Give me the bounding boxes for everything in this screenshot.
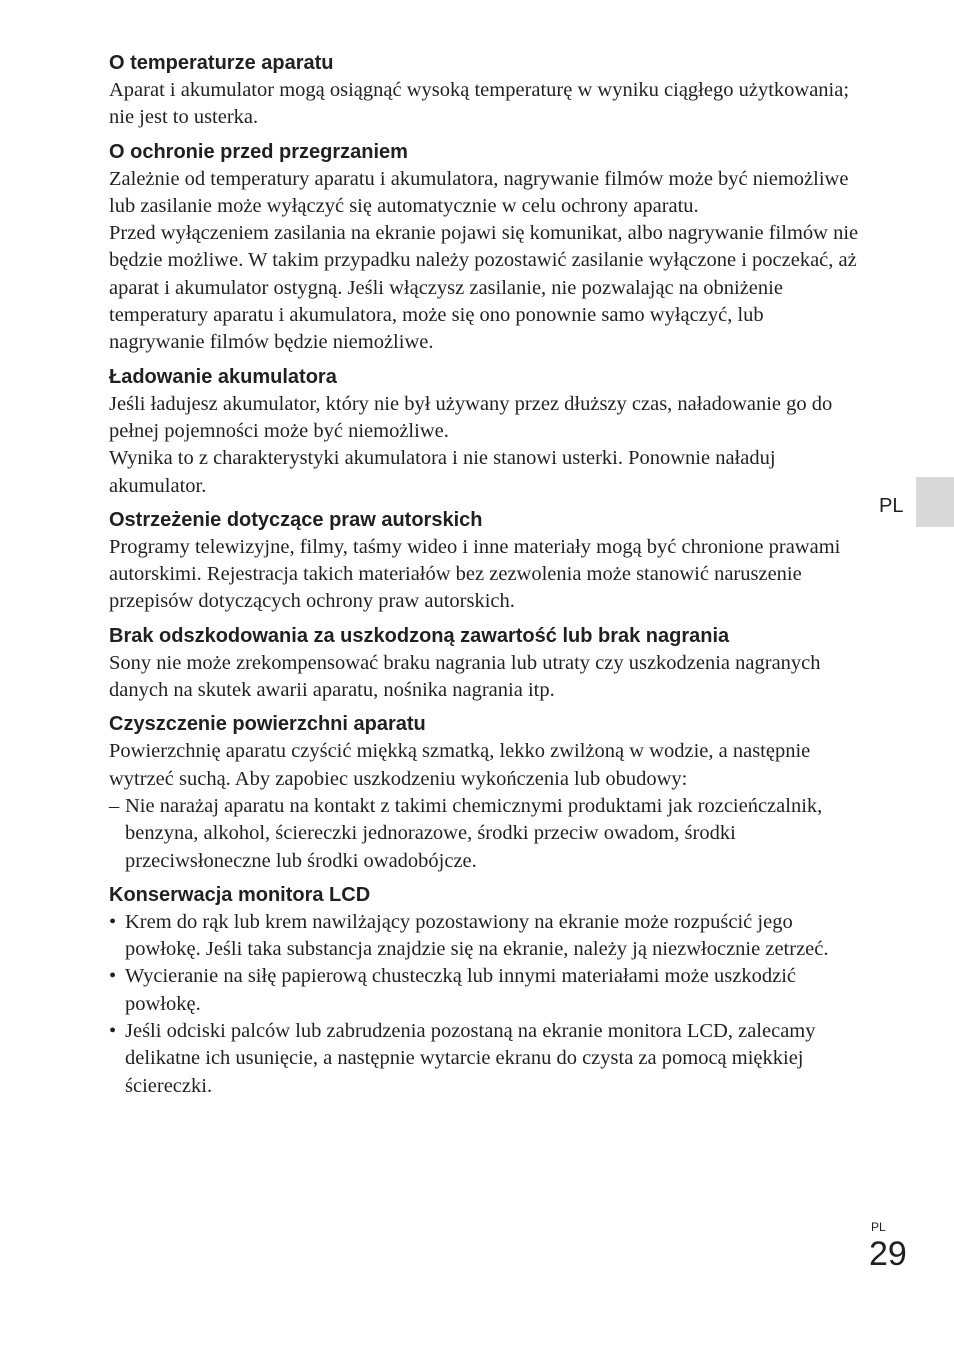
section-paragraph: Zależnie od temperatury aparatu i akumulatora, nagrywanie filmów może być niemożliwe lub zasilanie może wyłączyć się automatycznie w celu ochrony aparatu.: [109, 167, 849, 217]
section-heading: O temperaturze aparatu: [109, 52, 334, 74]
section-overheat-protection: [109, 139, 861, 357]
section-paragraph: Aparat i akumulator mogą osiągnąć wysoką temperaturę w wyniku ciągłego użytkowania; nie jest to usterka.: [109, 79, 850, 129]
bullet-mark: •: [109, 965, 117, 988]
language-side-tab: [916, 477, 954, 527]
bullet-list-item-text: Wycieranie na siłę papierową chusteczką lub innymi materiałami może uszkodzić powłokę.: [125, 965, 797, 1015]
section-cleaning: [109, 711, 861, 874]
bullet-mark: •: [109, 1020, 117, 1043]
footer-language-label: PL: [871, 1220, 886, 1234]
bullet-list-item: [109, 963, 861, 1018]
section-heading: Brak odszkodowania za uszkodzoną zawartość lub brak nagrania: [109, 624, 730, 647]
dash-mark: –: [109, 794, 120, 817]
section-battery-charging: [109, 364, 861, 500]
section-copyright-warning: [109, 507, 861, 616]
dash-list-item-text: Nie narażaj aparatu na kontakt z takimi chemicznymi produktami jak rozcieńczalnik, benzyna, alkohol, ściereczki jednorazowe, środki przeciw owadom, środki przeciwsłoneczne lub środki owadobójcze.: [125, 794, 823, 872]
section-no-compensation: [109, 623, 861, 705]
page-content: [109, 50, 861, 1107]
section-heading: Konserwacja monitora LCD: [109, 883, 371, 906]
section-paragraph: Wynika to z charakterystyki akumulatora i nie stanowi usterki. Ponownie naładuj akumulator.: [109, 447, 776, 497]
section-heading: Czyszczenie powierzchni aparatu: [109, 713, 426, 736]
section-paragraph: Jeśli ładujesz akumulator, który nie był używany przez dłuższy czas, naładowanie go do pełnej pojemności może być niemożliwe.: [109, 392, 833, 442]
bullet-list-item-text: Krem do rąk lub krem nawilżający pozostawiony na ekranie może rozpuścić jego powłokę. Jeśli taka substancja znajdzie się na ekranie, należy ją niezwłocznie zetrzeć.: [125, 910, 829, 961]
section-heading: Ostrzeżenie dotyczące praw autorskich: [109, 508, 483, 531]
section-paragraph: Powierzchnię aparatu czyścić miękką szmatką, lekko zwilżoną w wodzie, a następnie wytrzeć suchą. Aby zapobiec uszkodzeniu wykończenia lub obudowy:: [109, 740, 811, 790]
language-tab-label: PL: [879, 495, 904, 517]
section-paragraph: Sony nie może zrekompensować braku nagrania lub utraty czy uszkodzenia nagranych danych na skutek awarii aparatu, nośnika nagrania itp.: [109, 651, 821, 702]
section-paragraph: Programy telewizyjne, filmy, taśmy wideo i inne materiały mogą być chronione prawami autorskimi. Rejestracja takich materiałów bez zezwolenia może stanowić naruszenie przepisów dotyczących ochrony praw autorskich.: [109, 535, 841, 613]
section-heading: Ładowanie akumulatora: [109, 365, 337, 388]
section-lcd-care: [109, 882, 861, 1100]
bullet-list-item-text: Jeśli odciski palców lub zabrudzenia pozostaną na ekranie monitora LCD, zalecamy delikatne ich usunięcie, a następnie wytarcie ekranu do czysta za pomocą miękkiej ściereczki.: [125, 1020, 816, 1097]
bullet-list-item: [109, 909, 861, 964]
bullet-list-item: [109, 1018, 861, 1100]
dash-list-item: [109, 793, 861, 875]
section-temperature: [109, 50, 861, 132]
section-paragraph: Przed wyłączeniem zasilania na ekranie pojawi się komunikat, albo nagrywanie filmów nie będzie możliwe. W takim przypadku należy pozostawić zasilanie wyłączone i poczekać, aż aparat i akumulator ostygną. Jeśli włączysz zasilanie, nie pozwalając na obniżenie temperatury aparatu i akumulatora, może się ono ponownie samo wyłączyć, lub nagrywanie filmów będzie niemożliwe.: [109, 222, 859, 354]
bullet-mark: •: [109, 910, 117, 933]
page-number: 29: [869, 1235, 907, 1273]
section-heading: O ochronie przed przegrzaniem: [109, 140, 408, 163]
